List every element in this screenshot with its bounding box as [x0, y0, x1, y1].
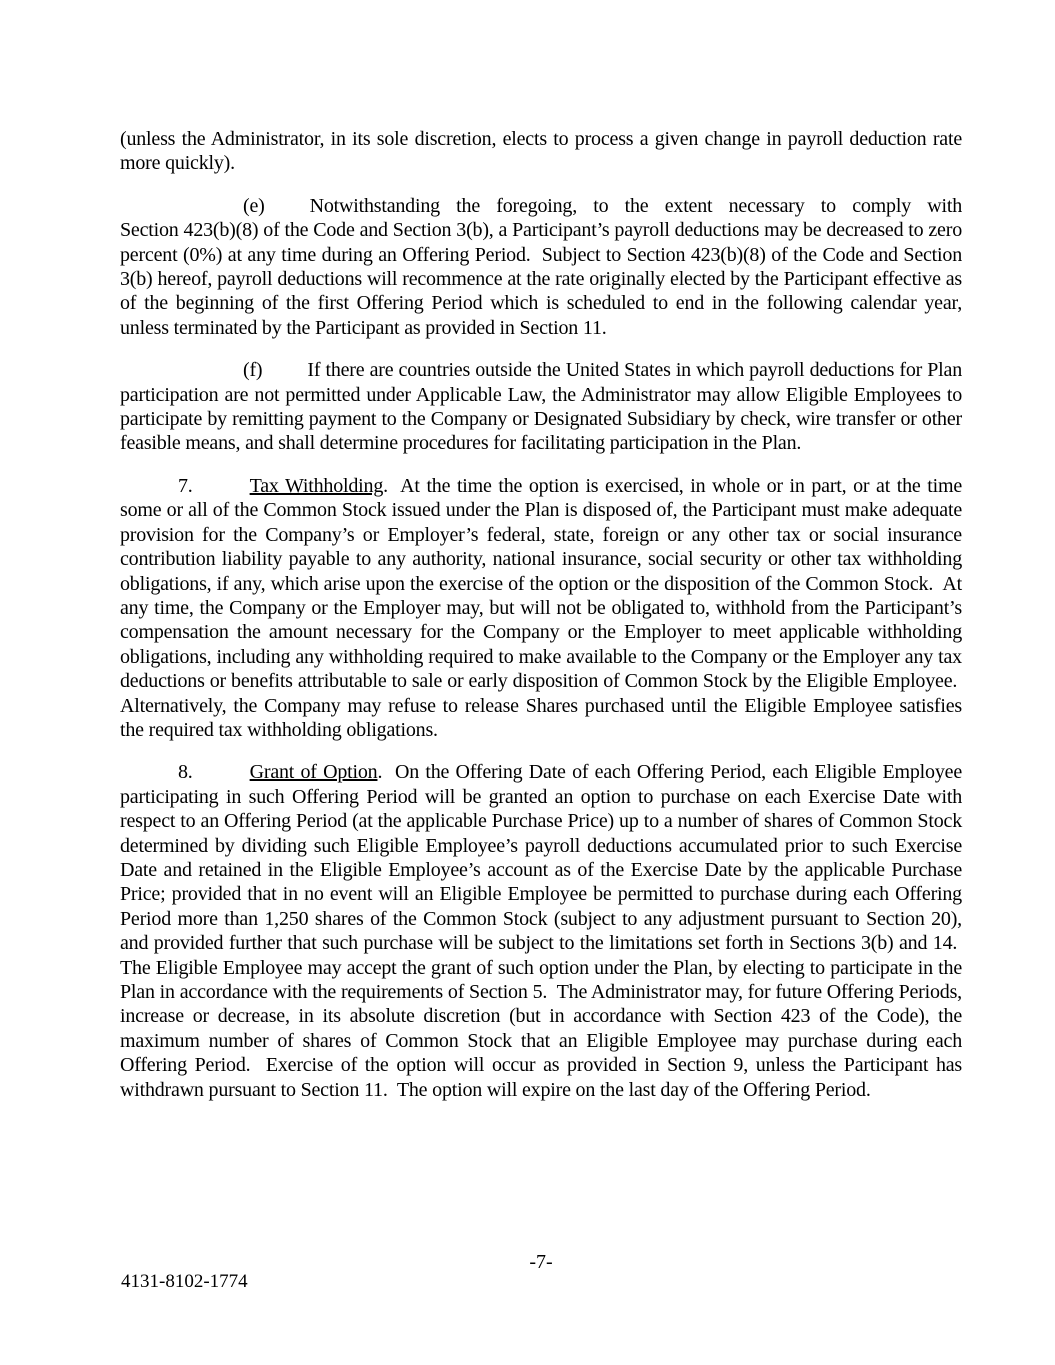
paragraph-f-text: If there are countries outside the United States in which payroll deductions for Plan participation are not permitted under Applicable Law, the Administrator may allow Eligible Employees to participate by remitting payment to the Company or Designated Subsidiary by check, wire transfer or other feasible means, and shall determine procedures for facilitating participation in the Plan. [120, 359, 962, 455]
section-7-text: At the time the option is exercised, in whole or in part, or at the time some or all of the Common Stock issued under the Plan is disposed of, the Participant must make adequate provision for the Company’s or Employer’s federal, state, foreign or any other tax or social insurance contribution liability payable to any authority, national insurance, social security or other tax withholding obligations, if any, which arise upon the exercise of the option or the disposition of the Common Stock. At any time, the Company or the Employer may, but will not be obligated to, withhold from the Participant’s compensation the amount necessary for the Company or the Employer to meet applicable withholding obligations, including any withholding required to make available to the Company or the Employer any tax deductions or benefits attributable to sale or early disposition of Common Stock by the Eligible Employee. Alternatively, the Company may refuse to release Shares purchased until the Eligible Employee satisfies the required tax withholding obligations. [120, 474, 963, 741]
section-7-tax-withholding [120, 474, 962, 742]
tab-gap [193, 777, 250, 778]
first-line-indent [120, 375, 243, 376]
section-7-heading-period: . [383, 474, 401, 497]
paragraph-f [120, 358, 962, 456]
section-7-number: 7. [178, 474, 193, 497]
document-body [120, 127, 962, 1120]
document-id: 4131-8102-1774 [121, 1271, 248, 1292]
paragraph-continuation [120, 127, 962, 176]
tab-gap [193, 491, 250, 492]
first-line-indent [120, 491, 178, 492]
paragraph-f-label: (f) [243, 359, 263, 382]
page-number: -7- [529, 1251, 553, 1273]
section-8-grant-of-option [120, 760, 962, 1102]
paragraph-e-label: (e) [243, 194, 265, 217]
first-line-indent [120, 777, 178, 778]
paragraph-continuation-text: (unless the Administrator, in its sole discretion, elects to process a given change in payroll deduction rate more quickly). [120, 128, 962, 175]
tab-gap [265, 211, 310, 212]
paragraph-e-text: Notwithstanding the foregoing, to the extent necessary to comply with Section 423(b)(8) of the Code and Section 3(b), a Participant’s payroll deductions may be decreased to zero percent (0%) at any time during an Offering Period. Subject to Section 423(b)(8) of the Code and Section 3(b) hereof, payroll deductions will recommence at the rate originally elected by the Participant effective as of the beginning of the first Offering Period which is scheduled to end in the following calendar year, unless terminated by the Participant as provided in Section 11. [120, 194, 962, 339]
section-8-number: 8. [178, 761, 193, 784]
first-line-indent [120, 211, 243, 212]
section-8-heading: Grant of Option [249, 761, 378, 784]
section-8-text: On the Offering Date of each Offering Period, each Eligible Employee participating in such Offering Period will be granted an option to purchase on each Exercise Date with respect to an Offering Period (at the applicable Purchase Price) up to a number of shares of Common Stock determined by dividing such Eligible Employee’s payroll deductions accumulated prior to such Exercise Date and retained in the Eligible Employee’s account as of the Exercise Date by the applicable Purchase Price; provided that in no event will an Eligible Employee be permitted to purchase during each Offering Period more than 1,250 shares of the Common Stock (subject to any adjustment pursuant to Section 20), and provided further that such purchase will be subject to the limitations set forth in Sections 3(b) and 14. The Eligible Employee may accept the grant of such option under the Plan, by electing to participate in the Plan in accordance with the requirements of Section 5. The Administrator may, for future Offering Periods, increase or decrease, in its absolute discretion (but in accordance with Section 423 of the Code), the maximum number of shares of Common Stock that an Eligible Employee may purchase during each Offering Period. Exercise of the option will occur as provided in Section 9, unless the Participant has withdrawn pursuant to Section 11. The option will expire on the last day of the Offering Period. [120, 761, 962, 1101]
paragraph-e [120, 194, 962, 340]
section-7-heading: Tax Withholding [249, 474, 384, 497]
section-8-heading-period: . [377, 761, 395, 784]
tab-gap [262, 375, 307, 376]
